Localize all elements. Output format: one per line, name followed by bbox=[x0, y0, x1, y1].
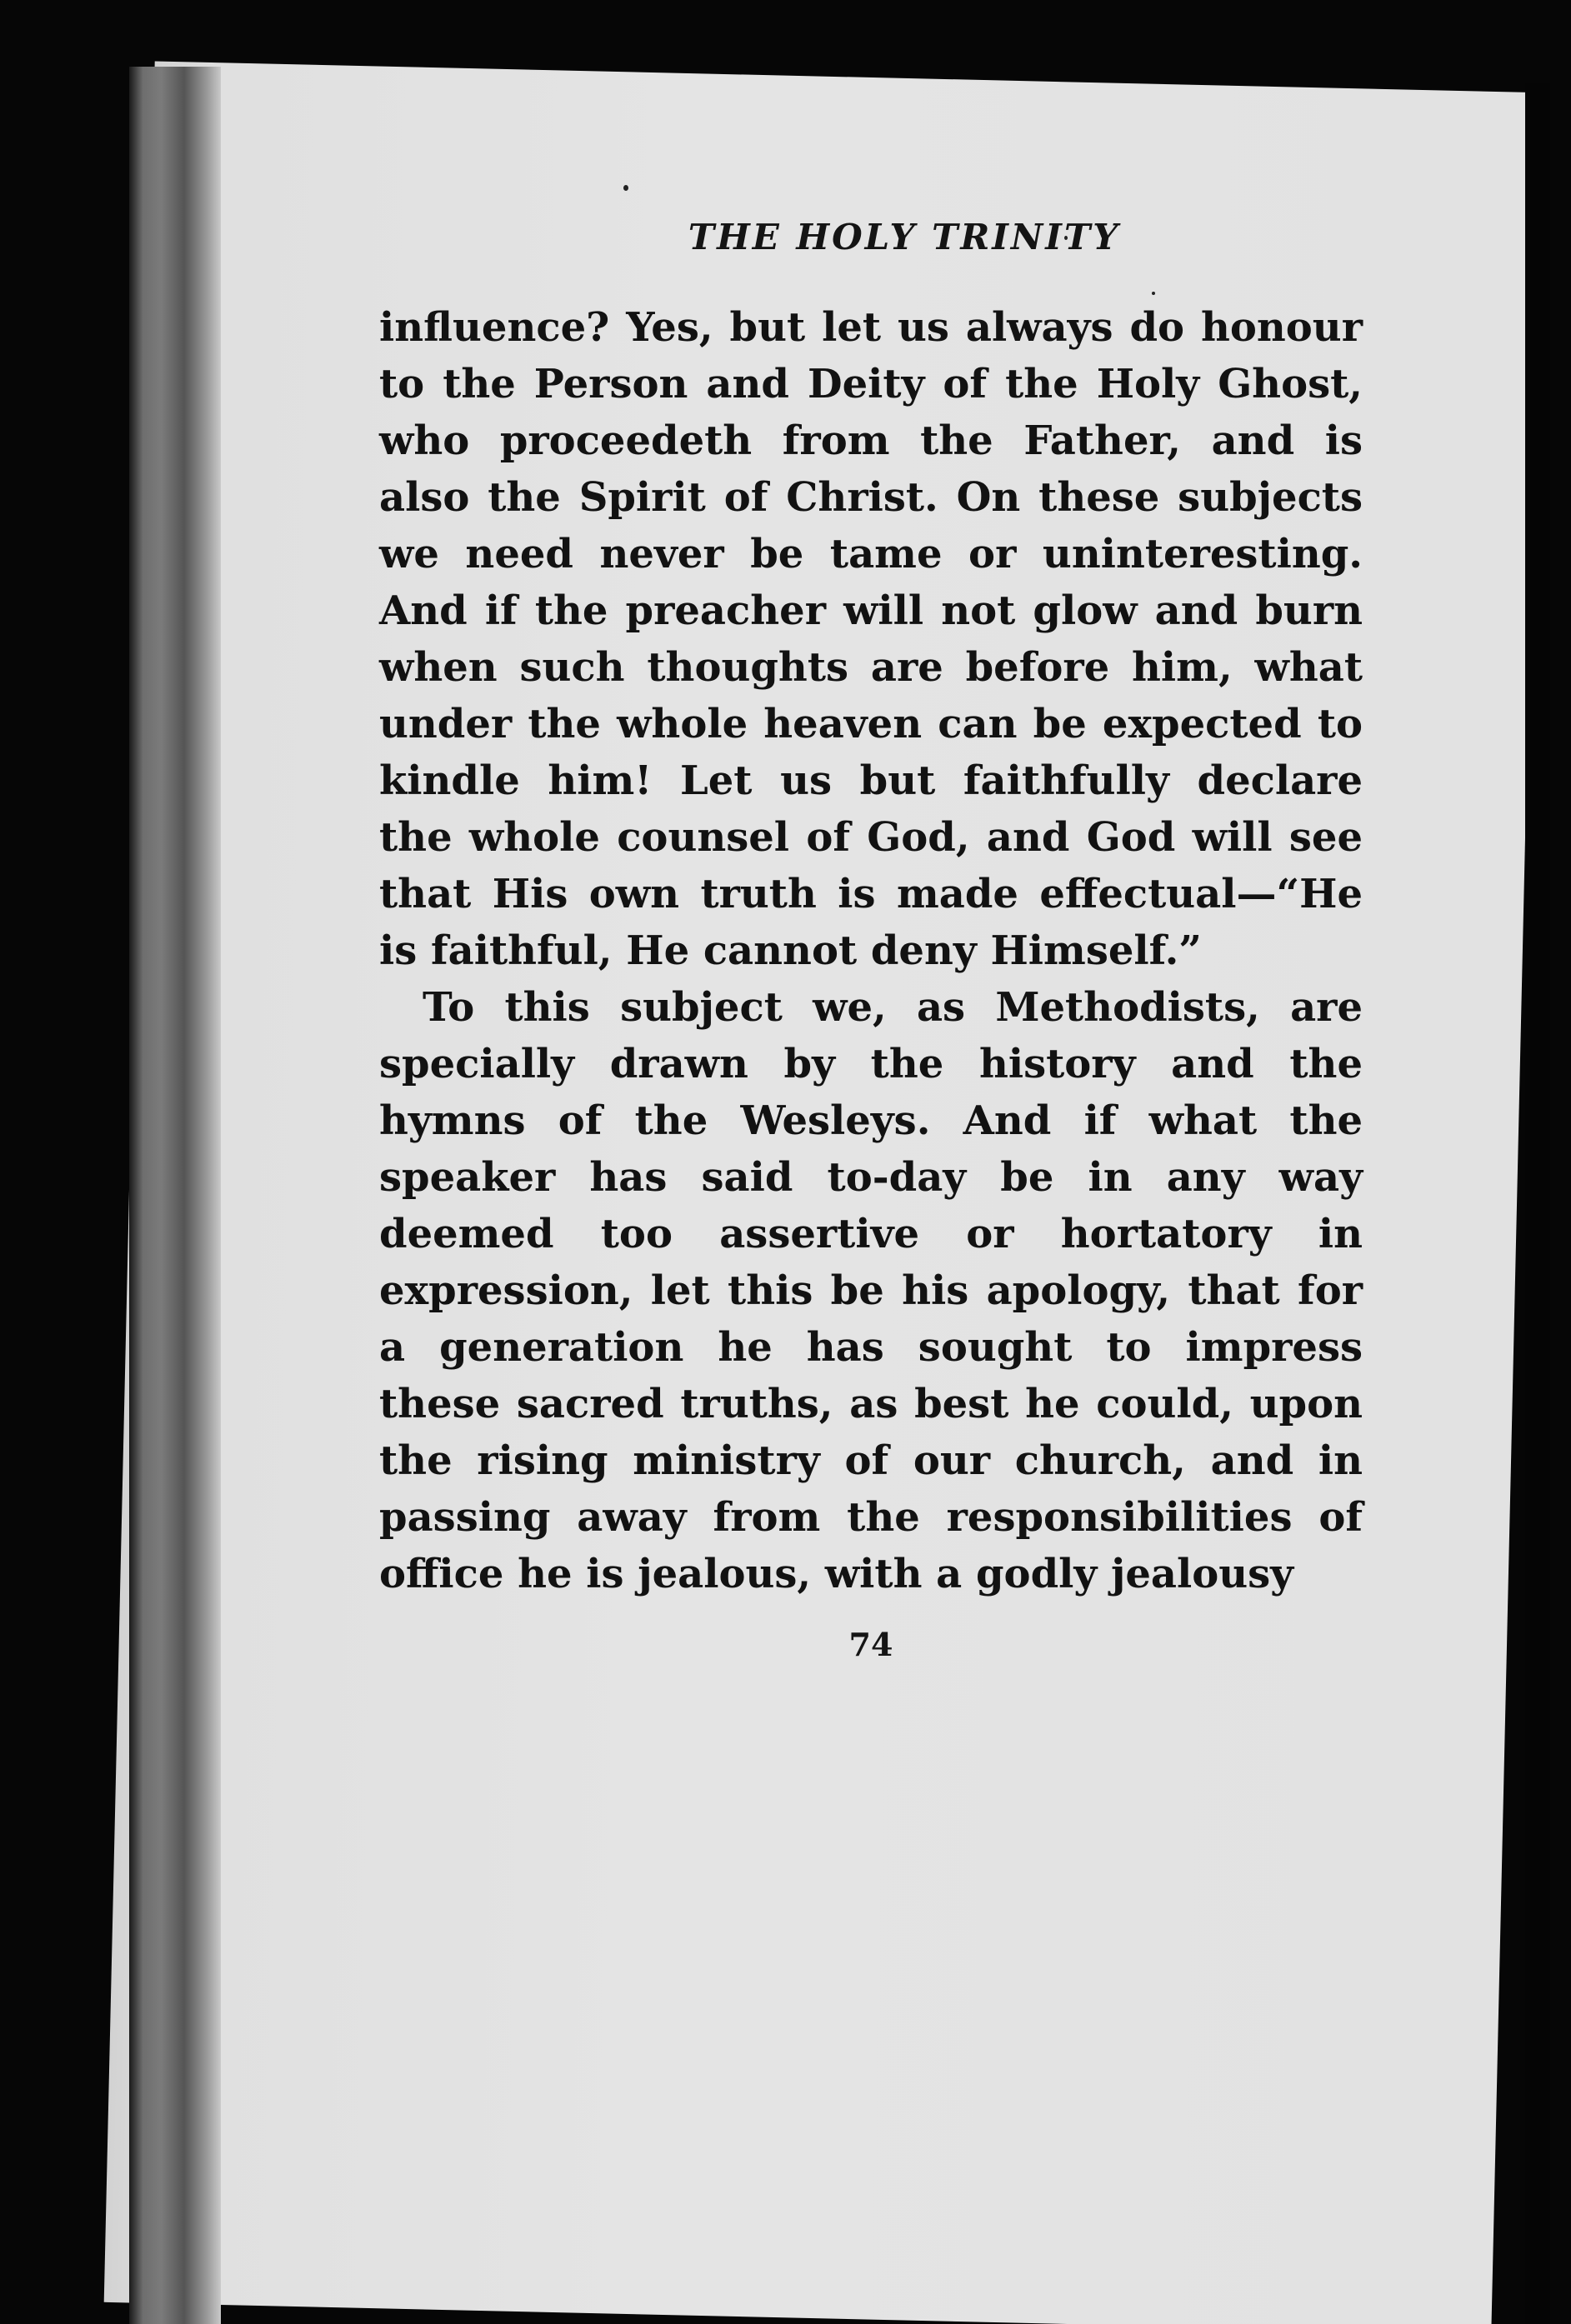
page-binding-edge bbox=[129, 67, 221, 2324]
dust-speck bbox=[623, 185, 628, 191]
paragraph-2: To this subject we, as Methodists, are specially drawn by the history and the hymns of the Wesleys. And if what the speaker has said to-day be in any way deemed too assertive or hortatory in expression, let this be his apology, that for a generation he has sought to impress these sacred truths, as best he could, upon the rising ministry of our church, and in passing away from the responsibilities of office he is jealous, with a godly jealousy bbox=[379, 984, 1363, 1597]
running-head: THE HOLY TRINITY bbox=[688, 217, 1121, 257]
page-right-edge bbox=[1525, 83, 1550, 2324]
paragraph-1: influence? Yes, but let us always do honour to the Person and Deity of the Holy Ghost, who proceedeth from the Father, and is also the Spirit of Christ. On these subjects we need never be tame or uninteresting. And if the preacher will not glow and burn when such thoughts are before him, what under the whole heaven can be expected to kindle him! Let us but faithfully declare the whole counsel of God, and God will see that His own truth is made effectual—“He is faithful, He cannot deny Himself.” bbox=[379, 304, 1363, 974]
text-block bbox=[379, 217, 1363, 1663]
page-number: 74 bbox=[848, 1626, 893, 1663]
